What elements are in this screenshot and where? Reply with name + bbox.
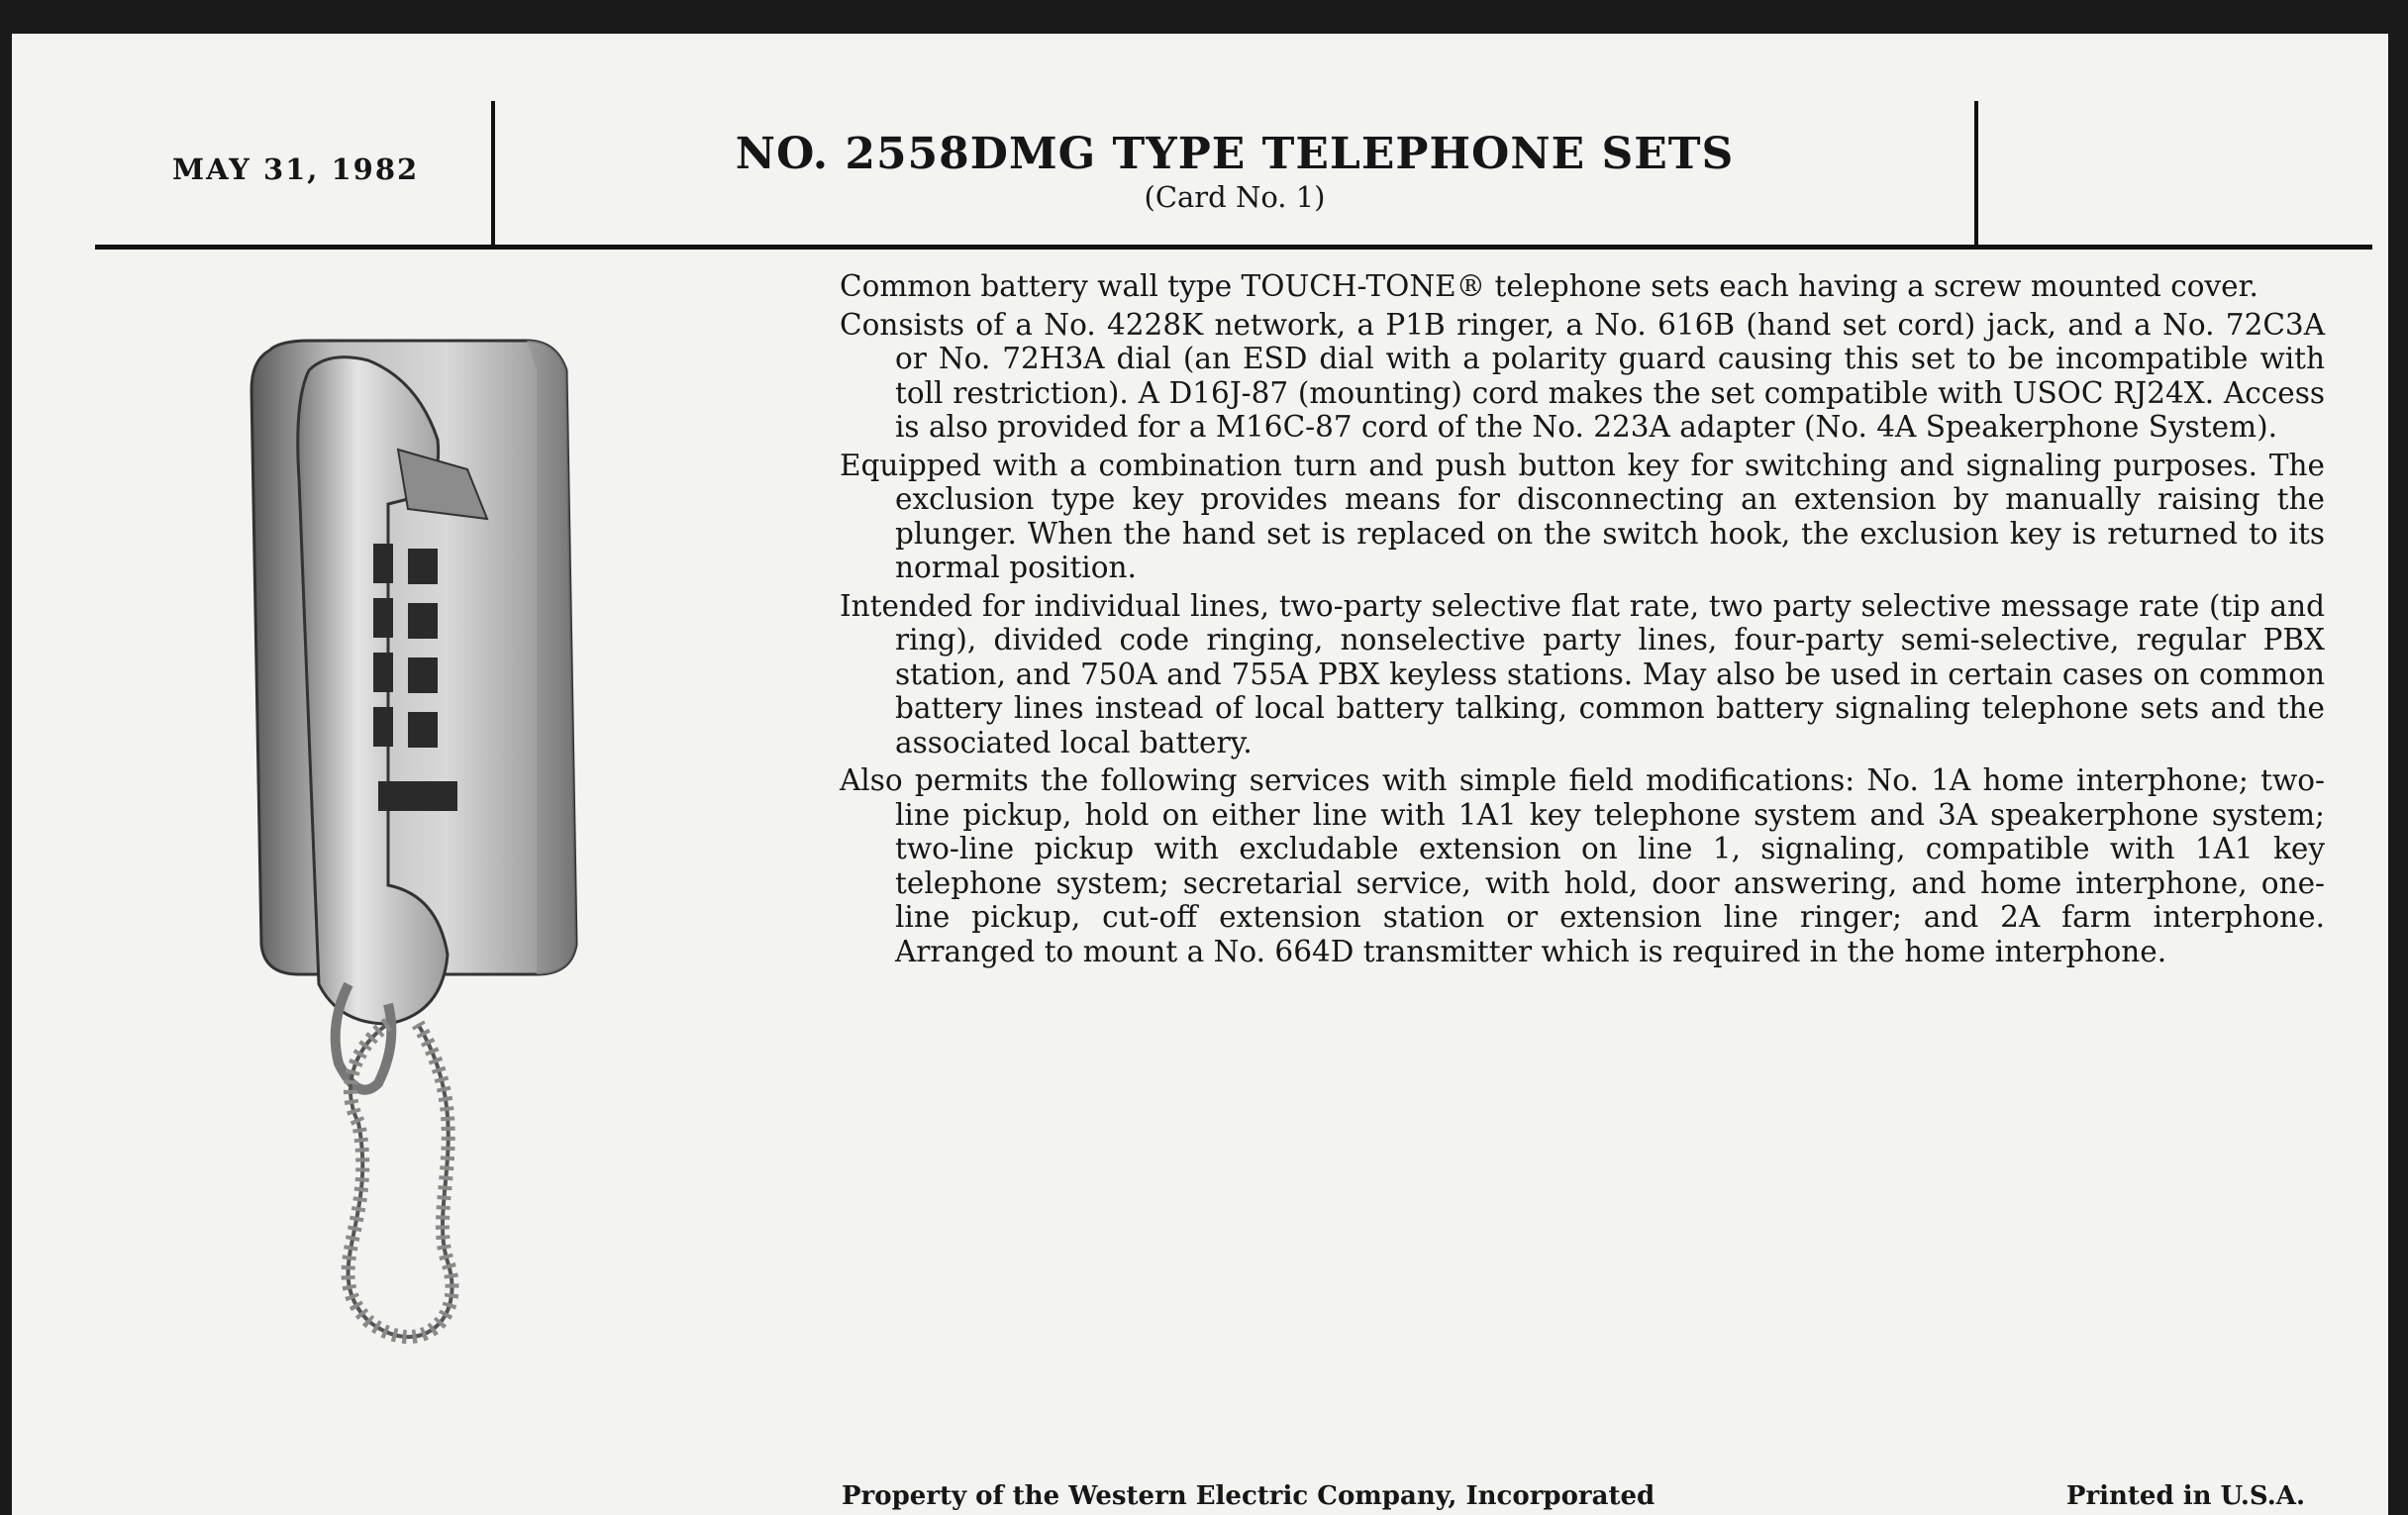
paragraph-lines: Intended for individual lines, two-party selective flat rate, two party selective message rate (tip and ring), divided code ringing, nonselective party lines, four-party semi-selective, regular PBX station, and 750A and 755A PBX keyless stations. May also be used in certain cases on common battery lines instead of local battery talking, common battery signaling telephone sets and the associated local battery. <box>840 588 2325 759</box>
spec-card <box>12 34 2388 1515</box>
paragraph-components: Consists of a No. 4228K network, a P1B ringer, a No. 616B (hand set cord) jack, and a No. 72C3A or No. 72H3A dial (an ESD dial with a polarity guard causing this set to be incompatible with toll restriction). A D16J-87 (mounting) cord makes the set compatible with USOC RJ24X. Access is also provided for a M16C-87 cord of the No. 223A adapter (No. 4A Speakerphone System). <box>840 307 2325 444</box>
wall-telephone-illustration <box>240 331 655 1380</box>
header-divider-right <box>1974 101 1978 246</box>
paragraph-services: Also permits the following services with simple field modifications: No. 1A home interphone; two-line pickup, hold on either line with 1A1 key telephone system and 3A speakerphone system; two-line pickup with excludable extension on line 1, signaling, compatible with 1A1 key telephone system; secretarial service, with hold, door answering, and home interphone, one-line pickup, cut-off extension station or extension line ringer; and 2A farm interphone. Arranged to mount a No. 664D transmitter which is required in the home interphone. <box>840 763 2325 968</box>
paragraph-key: Equipped with a combination turn and push button key for switching and signaling purposes. The exclusion type key provides means for disconnecting an extension by manually raising the plunger. When the hand set is replaced on the switch hook, the exclusion key is returned to its normal position. <box>840 448 2325 584</box>
footer-printed: Printed in U.S.A. <box>2065 1481 2305 1511</box>
paragraph-description: Common battery wall type TOUCH-TONE® telephone sets each having a screw mounted cover. <box>840 269 2258 303</box>
card-subtitle: (Card No. 1) <box>1144 180 1326 214</box>
card-title: NO. 2558DMG TYPE TELEPHONE SETS <box>735 129 1735 179</box>
header-rule <box>95 245 2372 250</box>
description-body <box>840 269 2325 972</box>
footer-property: Property of the Western Electric Company, Incorporated <box>842 1481 1656 1511</box>
card-date: MAY 31, 1982 <box>172 152 420 186</box>
header-divider-left <box>491 101 495 250</box>
